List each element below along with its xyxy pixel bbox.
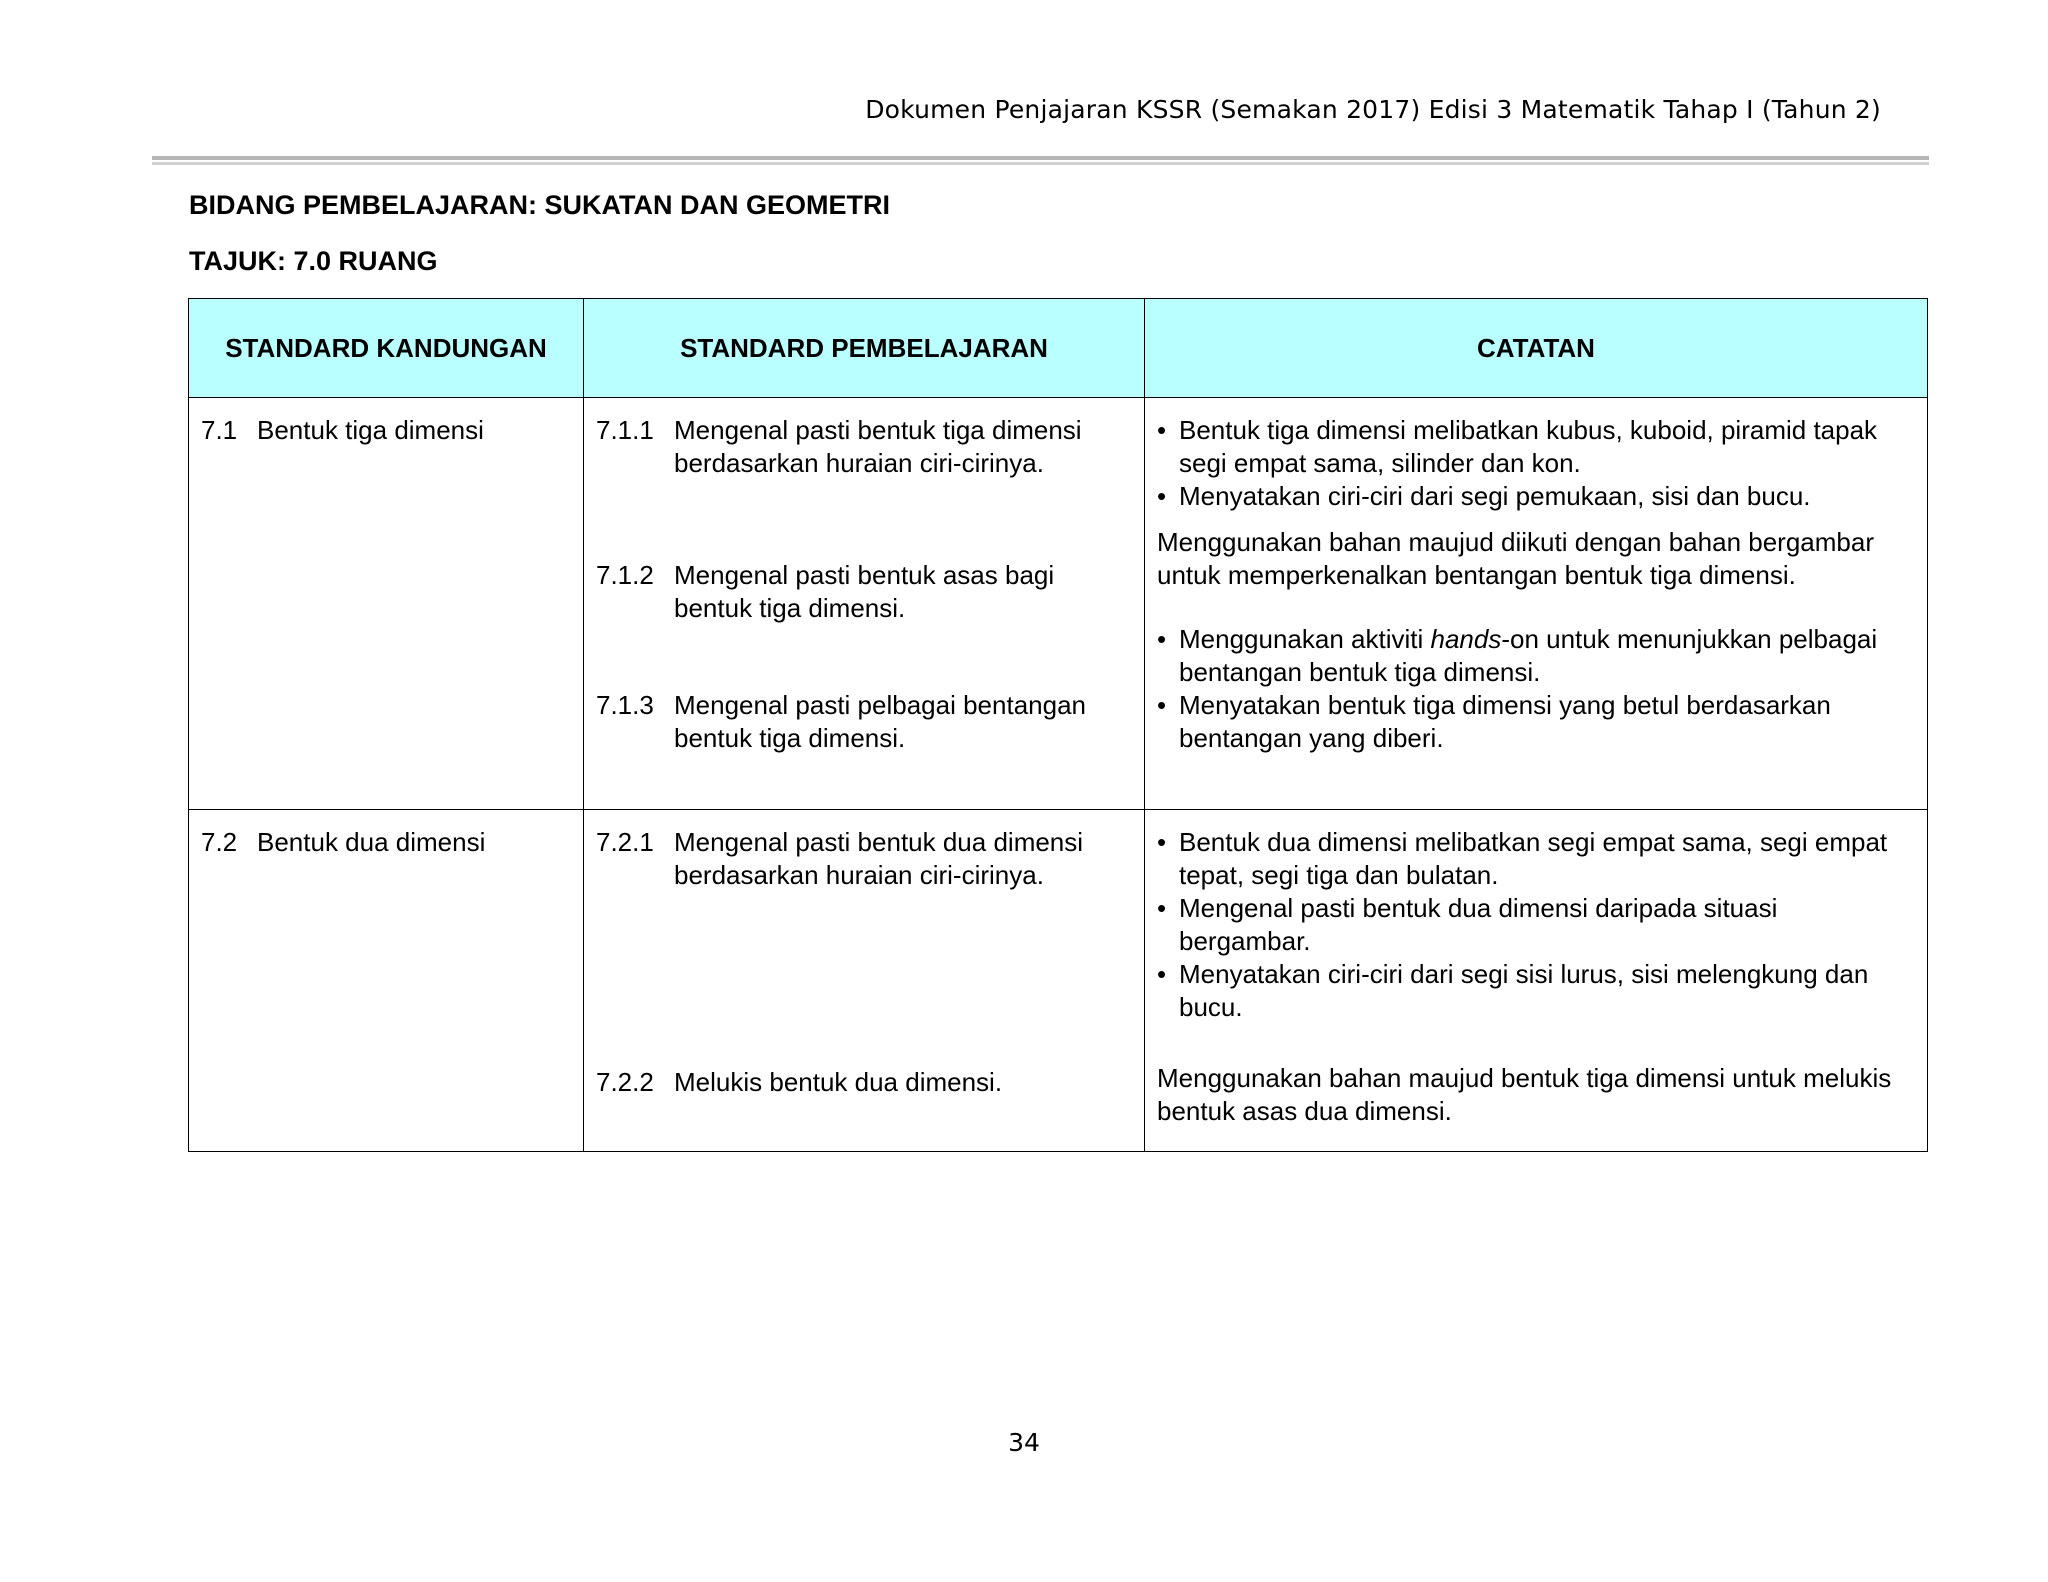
learning-standard-cell: [584, 810, 1145, 1152]
notes-cell: [1145, 810, 1928, 1152]
learning-standard-text: Mengenal pasti pelbagai bentangan bentuk tiga dimensi.: [674, 690, 1087, 753]
notes-bullet-list: [1157, 826, 1915, 1024]
learning-standard-text: Mengenal pasti bentuk dua dimensi berdasarkan huraian ciri-cirinya.: [674, 827, 1084, 890]
table-row: [189, 810, 1928, 1152]
content-standard-text: Bentuk tiga dimensi: [257, 415, 484, 445]
header-catatan: CATATAN: [1145, 299, 1928, 398]
table-row: [189, 398, 1928, 810]
learning-standard-code: 7.2.1: [596, 827, 654, 857]
learning-standard-item: [596, 559, 1132, 625]
learning-standard-code: 7.2.2: [596, 1067, 654, 1097]
running-header: Dokumen Penjajaran KSSR (Semakan 2017) Edisi 3 Matematik Tahap I (Tahun 2): [865, 95, 1881, 124]
note-bullet: • Bentuk tiga dimensi melibatkan kubus, kuboid, piramid tapak segi empat sama, silinder dan kon.: [1157, 414, 1915, 480]
notes-bullet-list: [1157, 414, 1915, 513]
header-standard-pembelajaran: STANDARD PEMBELAJARAN: [584, 299, 1145, 398]
page-number: 34: [1008, 1428, 1040, 1457]
learning-standard-item: [596, 1066, 1132, 1099]
content-standard-code: 7.1: [201, 415, 238, 445]
note-bullet: • Mengenal pasti bentuk dua dimensi daripada situasi bergambar.: [1157, 892, 1915, 958]
header-rule: [152, 156, 1929, 160]
learning-standard-cell: [584, 398, 1145, 810]
content-standard-code: 7.2: [201, 827, 238, 857]
learning-standard-text: Mengenal pasti bentuk tiga dimensi berdasarkan huraian ciri-cirinya.: [674, 415, 1082, 478]
note-bullet: [1157, 623, 1915, 689]
note-text: Menggunakan aktiviti: [1179, 624, 1431, 654]
content-standard-cell: [189, 810, 584, 1152]
learning-standard-code: 7.1.3: [596, 690, 654, 720]
notes-cell: [1145, 398, 1928, 810]
learning-standard-code: 7.1.1: [596, 415, 654, 445]
header-rule-secondary: [152, 162, 1929, 165]
table-header-row: [189, 299, 1928, 398]
topic-title: TAJUK: 7.0 RUANG: [189, 246, 438, 276]
note-bullet: • Menyatakan ciri-ciri dari segi sisi lurus, sisi melengkung dan bucu.: [1157, 958, 1915, 1024]
note-italic-term: hands: [1430, 624, 1502, 654]
note-bullet: • Menyatakan bentuk tiga dimensi yang betul berdasarkan bentangan yang diberi.: [1157, 689, 1915, 755]
curriculum-table: [188, 298, 1928, 1152]
learning-standard-code: 7.1.2: [596, 560, 654, 590]
content-standard-text: Bentuk dua dimensi: [257, 827, 486, 857]
learning-standard-item: [596, 414, 1132, 480]
learning-area-title: BIDANG PEMBELAJARAN: SUKATAN DAN GEOMETRI: [189, 190, 890, 220]
learning-standard-item: [596, 826, 1132, 892]
note-text: -on untuk menunjukkan pelbagai bentangan bentuk tiga dimensi.: [1179, 624, 1878, 687]
content-standard-cell: [189, 398, 584, 810]
learning-standard-text: Mengenal pasti bentuk asas bagi bentuk tiga dimensi.: [674, 560, 1055, 623]
note-paragraph: Menggunakan bahan maujud diikuti dengan bahan bergambar untuk memperkenalkan bentangan bentuk tiga dimensi.: [1157, 527, 1874, 590]
notes-bullet-list: [1157, 623, 1915, 755]
note-bullet: • Bentuk dua dimensi melibatkan segi empat sama, segi empat tepat, segi tiga dan bulatan.: [1157, 826, 1915, 892]
learning-standard-text: Melukis bentuk dua dimensi.: [674, 1067, 1003, 1097]
learning-standard-item: [596, 689, 1132, 755]
note-paragraph: Menggunakan bahan maujud bentuk tiga dimensi untuk melukis bentuk asas dua dimensi.: [1157, 1063, 1892, 1126]
header-standard-kandungan: STANDARD KANDUNGAN: [189, 299, 584, 398]
note-bullet: • Menyatakan ciri-ciri dari segi pemukaan, sisi dan bucu.: [1157, 480, 1915, 513]
